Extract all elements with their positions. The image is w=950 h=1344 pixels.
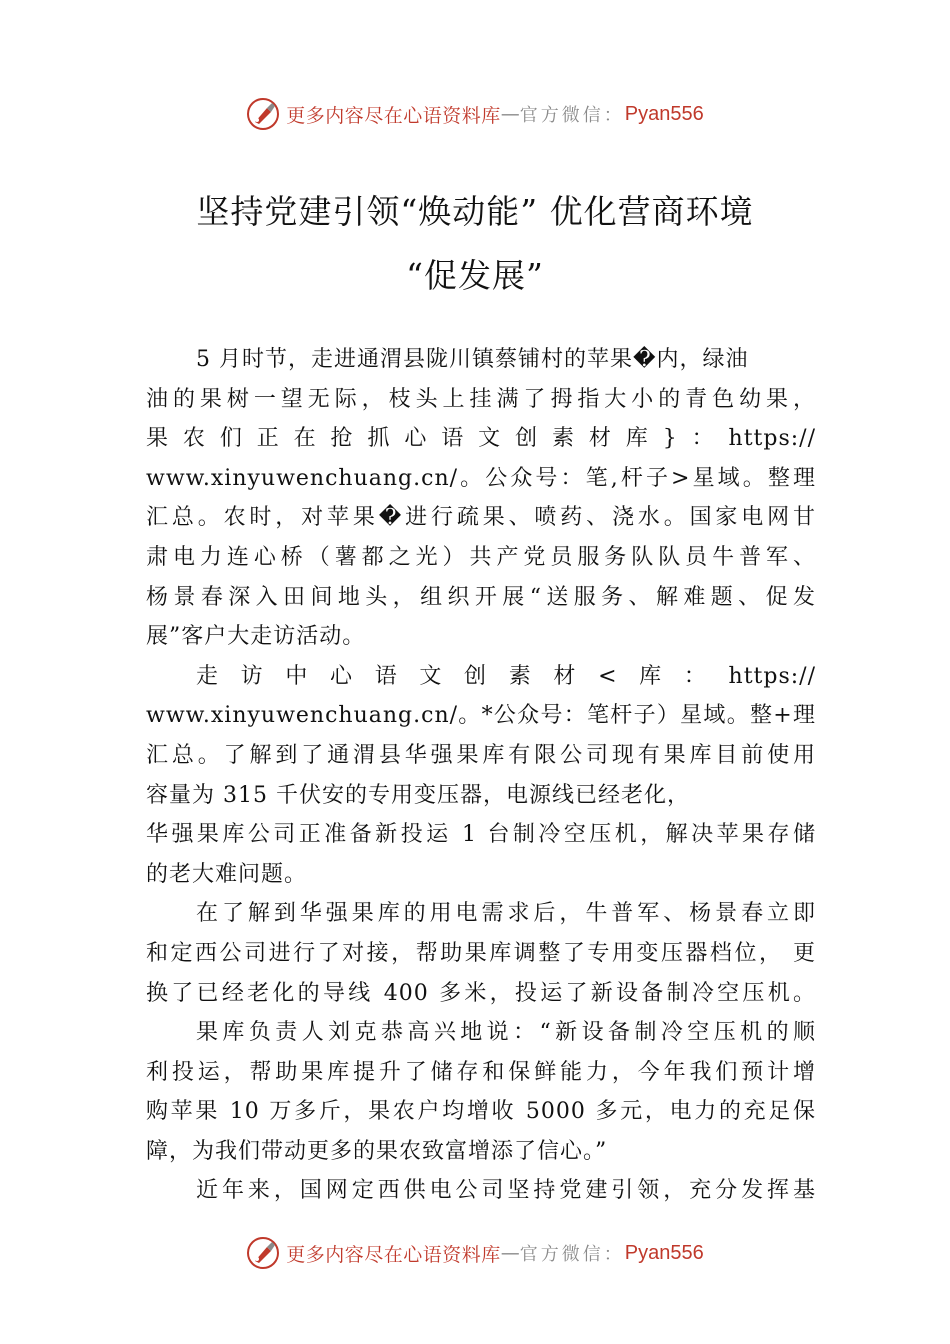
banner-brand-text: 更多内容尽在心语资料库 xyxy=(286,104,501,127)
body-line: 和定西公司进行了对接，帮助果库调整了专用变压器档位， 更 xyxy=(146,940,816,966)
body-line: 近年来，国网定西供电公司坚持党建引领，充分发挥基 xyxy=(196,1178,816,1204)
body-line: www.xinyuwenchuang.cn/。公众号：笔,杆子>星域。整理 xyxy=(146,465,816,491)
body-line: 容量为 315 千伏安的专用变压器，电源线已经老化， xyxy=(146,782,690,808)
banner-wechat-id: Pyan556 xyxy=(624,1241,704,1264)
body-line: 5 月时节，走进通渭县陇川镇蔡铺村的苹果�内，绿油 xyxy=(196,347,749,372)
body-line: www.xinyuwenchuang.cn/。*公众号：笔杆子）星域。整+理 xyxy=(146,703,816,729)
banner-brand-text: 更多内容尽在心语资料库 xyxy=(286,1243,501,1266)
pen-nib-logo-icon xyxy=(246,1236,280,1270)
body-line: 油的果树一望无际，枝头上挂满了拇指大小的青色幼果， xyxy=(146,386,816,412)
banner-wechat-label: 官方微信： xyxy=(519,105,625,126)
body-line: 杨景春深入田间地头，组织开展“送服务、解难题、促发 xyxy=(146,584,816,610)
body-line: 展”客户大走访活动。 xyxy=(146,624,366,650)
document-title-line-1: 坚持党建引领“焕动能” 优化营商环境 xyxy=(196,192,754,231)
body-line: 汇总。农时，对苹果�进行疏果、喷药、浇水。国家电网甘 xyxy=(146,505,816,531)
body-line: 购苹果 10 万多斤，果农户均增收 5000 多元，电力的充足保 xyxy=(146,1099,816,1125)
body-line: 走访中心语文创素材<库：https:// xyxy=(196,663,816,689)
body-line: 果库负责人刘克恭高兴地说：“新设备制冷空压机的顺 xyxy=(196,1020,816,1046)
banner-dash: — xyxy=(500,1242,520,1264)
footer-banner xyxy=(0,1233,950,1273)
body-line: 换了已经老化的导线 400 多米，投运了新设备制冷空压机。 xyxy=(146,980,816,1006)
body-line: 肃电力连心桥（薯都之光）共产党员服务队队员牛普军、 xyxy=(146,544,816,570)
banner-wechat-id: Pyan556 xyxy=(624,102,704,125)
header-banner xyxy=(0,94,950,134)
body-line: 的老大难问题。 xyxy=(146,861,308,887)
document-title-line-2: “促发展” xyxy=(406,256,544,295)
body-line: 华强果库公司正准备新投运 1 台制冷空压机，解决苹果存储 xyxy=(146,822,816,848)
pen-nib-logo-icon xyxy=(246,97,280,131)
body-line: 汇总。了解到了通渭县华强果库有限公司现有果库目前使用 xyxy=(146,742,816,768)
body-line: 利投运，帮助果库提升了储存和保鲜能力，今年我们预计增 xyxy=(146,1059,816,1085)
body-line: 在了解到华强果库的用电需求后，牛普军、杨景春立即 xyxy=(196,901,816,927)
body-line: 果农们正在抢抓心语文创素材库}：https:// xyxy=(146,426,816,452)
document-body xyxy=(146,340,816,1211)
body-line: 障，为我们带动更多的果农致富增添了信心。” xyxy=(146,1138,608,1164)
banner-wechat-label: 官方微信： xyxy=(519,1244,625,1265)
banner-dash: — xyxy=(500,103,520,125)
